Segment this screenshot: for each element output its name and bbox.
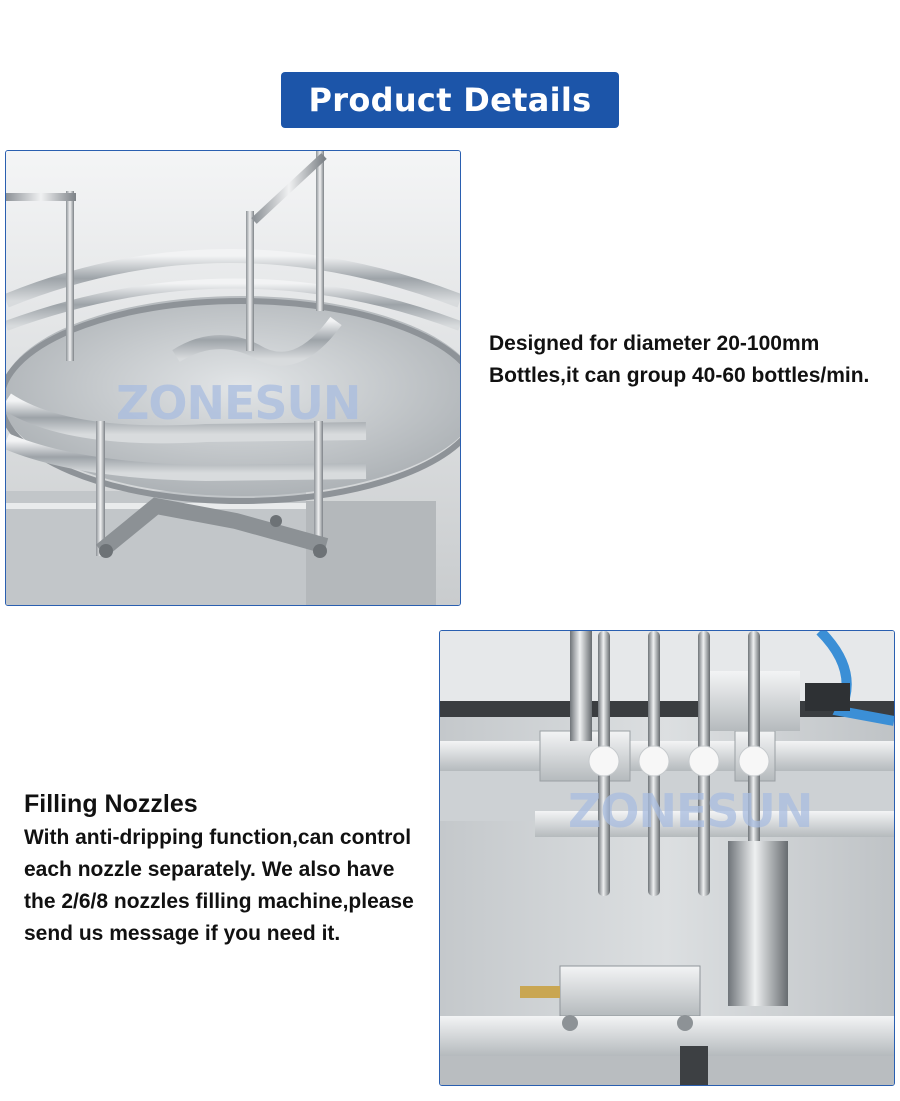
watermark-1: ZONESUN [116, 376, 361, 430]
filling-nozzles-heading: Filling Nozzles [24, 790, 198, 818]
filling-nozzles-description: With anti-dripping function,can control each nozzle separately. We also have the 2/6/8 nozzles filling machine,please send us message if you need it. [24, 826, 414, 945]
turntable-photo [5, 150, 461, 606]
filling-nozzles-photo [439, 630, 895, 1086]
turntable-description: Designed for diameter 20-100mm Bottles,it can group 40-60 bottles/min. [489, 332, 870, 387]
watermark-2: ZONESUN [568, 784, 813, 838]
banner-title: Product Details [308, 81, 592, 119]
product-details-banner [281, 72, 619, 128]
